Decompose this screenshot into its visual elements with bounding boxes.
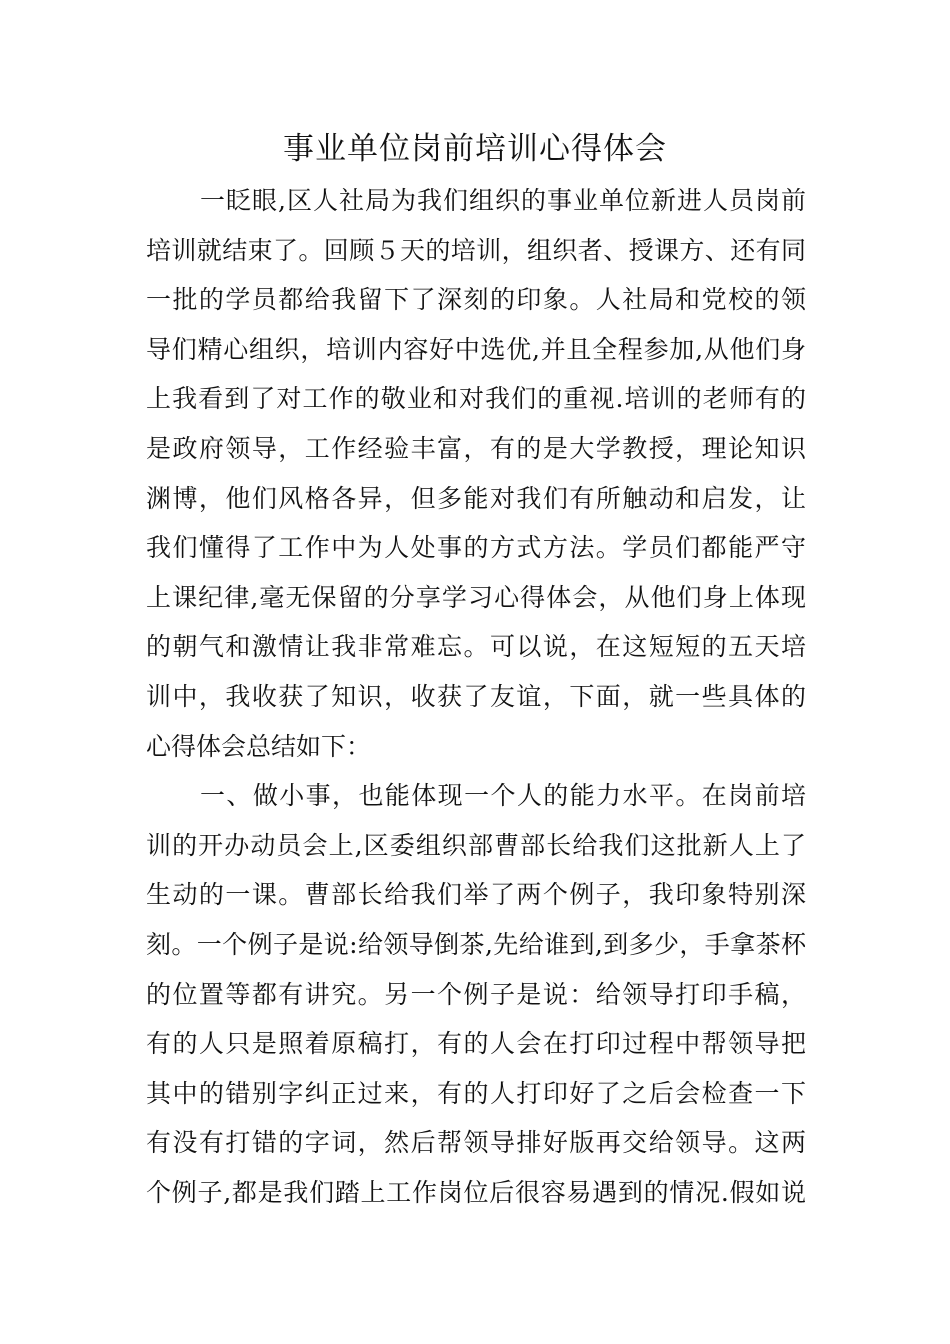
paragraph-1-line-2: 培训就结束了。回顾５天的培训，组织者、授课方、还有同	[146, 235, 806, 265]
paragraph-2-line-2: 训的开办动员会上,区委组织部曹部长给我们这批新人上了	[146, 830, 806, 860]
paragraph-1-line-5: 上我看到了对工作的敬业和对我们的重视.培训的老师有的	[146, 384, 806, 414]
paragraph-1-line-8: 我们懂得了工作中为人处事的方式方法。学员们都能严守	[146, 533, 806, 563]
paragraph-1-line-1: 一眨眼,区人社局为我们组织的事业单位新进人员岗前	[200, 186, 806, 215]
paragraph-2-line-9: 个例子,都是我们踏上工作岗位后很容易遇到的情况.假如说	[146, 1177, 806, 1207]
paragraph-1-line-6: 是政府领导，工作经验丰富，有的是大学教授，理论知识	[146, 433, 806, 463]
paragraph-2-line-1: 一、做小事，也能体现一个人的能力水平。在岗前培	[200, 781, 806, 811]
paragraph-1-line-7: 渊博，他们风格各异，但多能对我们有所触动和启发，让	[146, 483, 806, 513]
paragraph-2-line-5: 的位置等都有讲究。另一个例子是说：给领导打印手稿，	[146, 979, 806, 1009]
paragraph-1-line-3: 一批的学员都给我留下了深刻的印象。人社局和党校的领	[146, 285, 806, 315]
paragraph-2-line-6: 有的人只是照着原稿打，有的人会在打印过程中帮领导把	[146, 1029, 806, 1059]
document-body	[146, 176, 806, 1217]
paragraph-1-line-10: 的朝气和激情让我非常难忘。可以说，在这短短的五天培	[146, 632, 806, 662]
paragraph-2-line-3: 生动的一课。曹部长给我们举了两个例子，我印象特别深	[146, 880, 806, 910]
paragraph-1-line-9: 上课纪律,毫无保留的分享学习心得体会，从他们身上体现	[146, 582, 806, 612]
paragraph-1-line-11: 训中，我收获了知识，收获了友谊，下面，就一些具体的	[146, 681, 806, 711]
paragraph-2-line-7: 其中的错别字纠正过来，有的人打印好了之后会检查一下	[146, 1078, 806, 1108]
document-title: 事业单位岗前培训心得体会	[283, 131, 667, 167]
paragraph-2-line-4: 刻。一个例子是说:给领导倒茶,先给谁到,到多少，手拿茶杯	[146, 929, 806, 959]
paragraph-1-line-12: 心得体会总结如下：	[146, 731, 372, 761]
paragraph-1-line-4: 导们精心组织，培训内容好中选优,并且全程参加,从他们身	[146, 334, 806, 364]
paragraph-2-line-8: 有没有打错的字词，然后帮领导排好版再交给领导。这两	[146, 1128, 806, 1158]
